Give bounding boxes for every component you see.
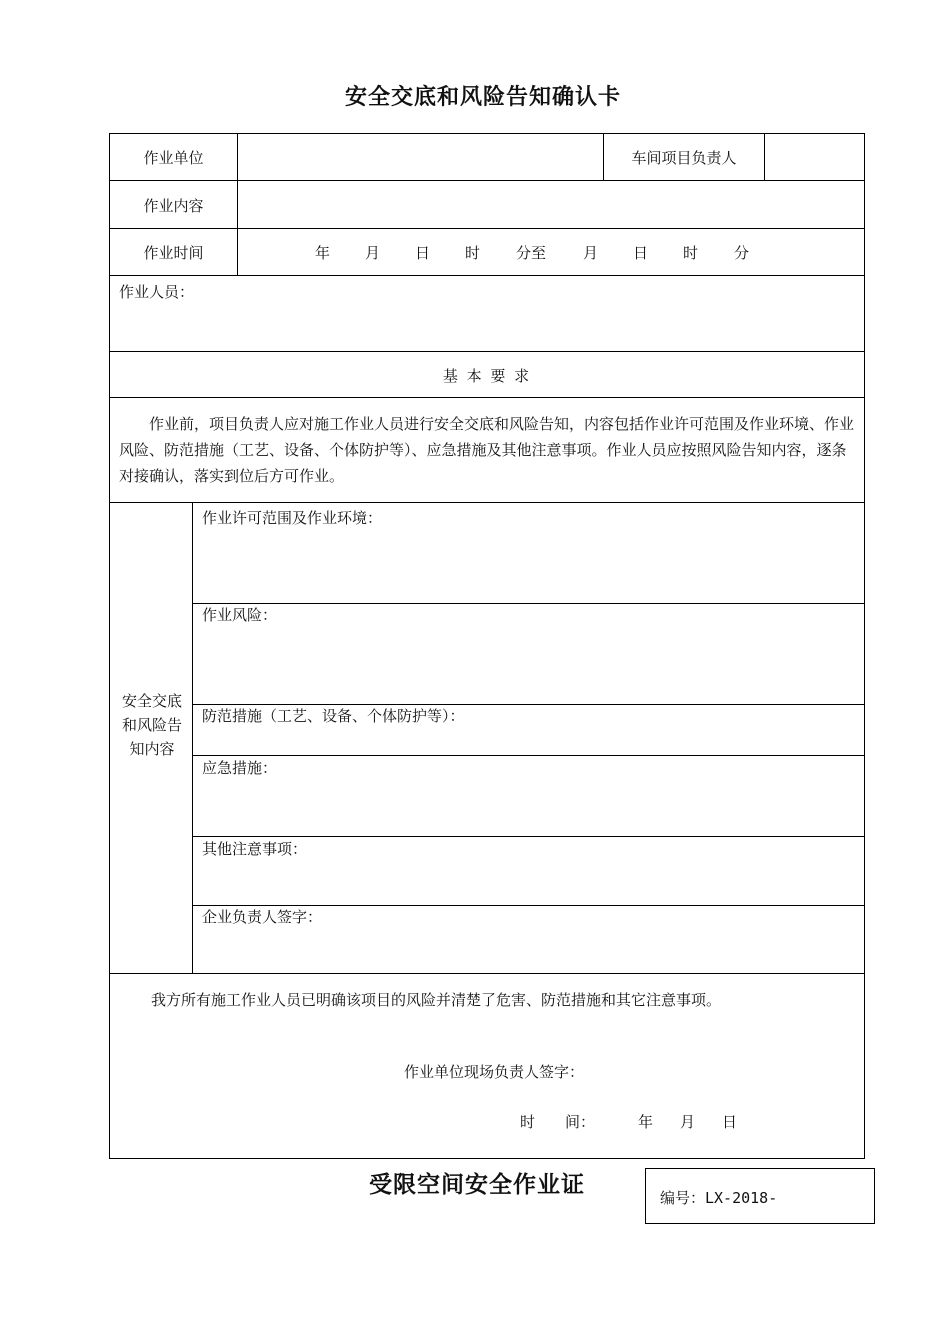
work-risk-field[interactable] — [193, 628, 863, 703]
other-notes-field[interactable] — [193, 861, 863, 904]
other-notes-label: 其他注意事项： — [202, 840, 308, 858]
time-field-end-minute: 分 — [734, 244, 750, 262]
row-divider — [110, 397, 864, 398]
time-field-end-hour: 时 — [683, 244, 699, 262]
confirmation-day: 日 — [722, 1113, 738, 1131]
time-field-month: 月 — [365, 244, 381, 262]
row-divider — [110, 502, 864, 503]
confirmation-year: 年 — [638, 1113, 654, 1131]
time-field-minute-to: 分至 — [516, 244, 547, 262]
basic-requirements-text: 作业前，项目负责人应对施工作业人员进行安全交底和风险告知，内容包括作业许可范围及作业环境、作业风险、防范措施（工艺、设备、个体防护等）、应急措施及其他注意事项。作业人员应按照风险告知内容，逐条对接确认，落实到位后方可作业。 — [119, 415, 855, 485]
work-unit-label: 作业单位 — [143, 149, 204, 167]
confined-space-permit-title: 受限空间安全作业证 — [369, 1172, 585, 1198]
permit-scope-field[interactable] — [193, 530, 863, 602]
enterprise-signature-label: 企业负责人签字： — [202, 908, 323, 926]
permit-code-box — [645, 1168, 875, 1224]
site-manager-signature-label: 作业单位现场负责人签字： — [404, 1063, 585, 1081]
disclosure-side-label: 安全交底和风险告知内容 — [122, 692, 183, 758]
row-divider — [110, 228, 864, 229]
workers-label: 作业人员： — [119, 283, 195, 301]
workers-field[interactable] — [110, 302, 863, 350]
project-manager-field[interactable] — [765, 134, 863, 180]
time-field-day: 日 — [415, 244, 431, 262]
preventive-measures-field[interactable] — [193, 728, 863, 754]
row-divider — [110, 351, 864, 352]
project-manager-label: 车间项目负责人 — [631, 149, 737, 167]
basic-requirements-heading: 基 本 要 求 — [442, 367, 532, 385]
confirmation-time-label: 时 间： — [520, 1113, 596, 1131]
preventive-measures-label: 防范措施（工艺、设备、个体防护等）： — [202, 707, 465, 725]
emergency-measures-field[interactable] — [193, 780, 863, 835]
work-time-label: 作业时间 — [143, 244, 204, 262]
work-content-label: 作业内容 — [143, 197, 204, 215]
time-field-end-day: 日 — [633, 244, 649, 262]
permit-code-label: 编号：LX-2018- — [660, 1189, 778, 1207]
work-risk-label: 作业风险： — [202, 606, 278, 624]
confirmation-statement: 我方所有施工作业人员已明确该项目的风险并清楚了危害、防范措施和其它注意事项。 — [151, 991, 722, 1009]
row-divider — [110, 973, 864, 974]
emergency-measures-label: 应急措施： — [202, 759, 278, 777]
document-title: 安全交底和风险告知确认卡 — [344, 85, 621, 110]
work-unit-field[interactable] — [238, 134, 603, 180]
sub-row-divider — [193, 603, 864, 604]
time-field-end-month: 月 — [583, 244, 599, 262]
confirmation-month: 月 — [680, 1113, 696, 1131]
sub-row-divider — [193, 755, 864, 756]
sub-row-divider — [193, 836, 864, 837]
work-content-field[interactable] — [238, 181, 863, 228]
permit-scope-label: 作业许可范围及作业环境： — [202, 509, 383, 527]
time-field-year: 年 — [315, 244, 331, 262]
row-divider — [110, 275, 864, 276]
enterprise-signature-field[interactable] — [193, 929, 863, 972]
time-field-hour: 时 — [465, 244, 481, 262]
